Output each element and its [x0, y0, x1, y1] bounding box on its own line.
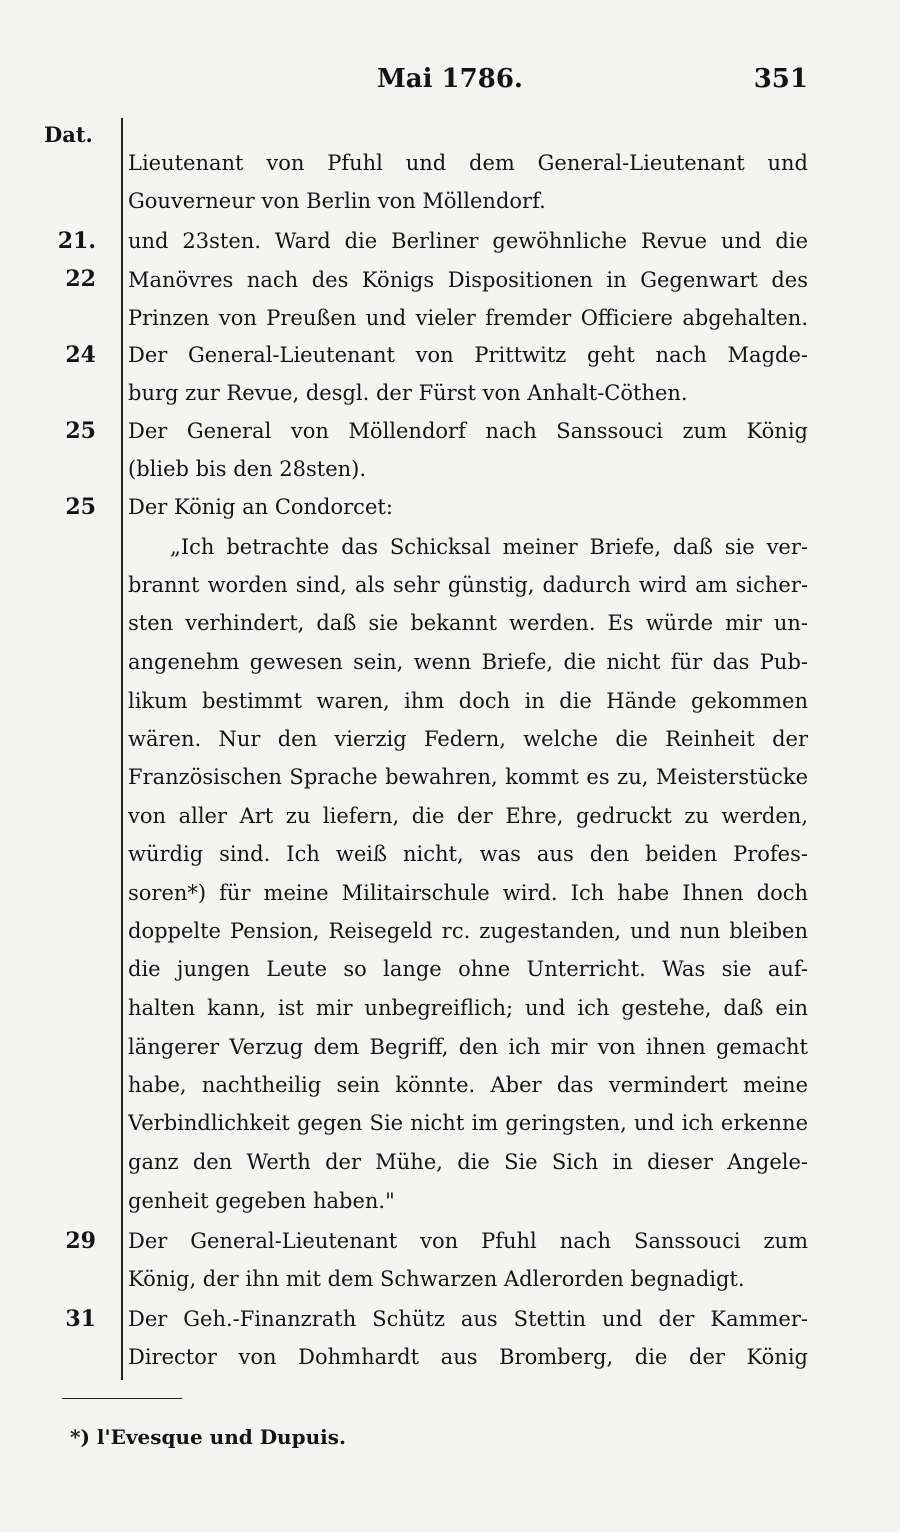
text-line: soren*) für meine Militairschule wird. Ich habe Ihnen doch — [128, 881, 808, 905]
text-line: habe, nachtheilig sein könnte. Aber das vermindert meine — [128, 1073, 808, 1097]
text-line: Der Geh.-Finanzrath Schütz aus Stettin und der Kammer- — [128, 1307, 808, 1331]
text-line: genheit gegeben haben." — [128, 1189, 395, 1213]
text-line: Gouverneur von Berlin von Möllendorf. — [128, 189, 546, 213]
column-divider — [121, 118, 123, 1380]
text-line: Lieutenant von Pfuhl und dem General-Lieutenant und — [128, 151, 808, 175]
text-line: Manövres nach des Königs Dispositionen in Gegenwart des — [128, 268, 808, 292]
text-line: „Ich betrachte das Schicksal meiner Briefe, daß sie ver- — [170, 535, 808, 559]
text-line: angenehm gewesen sein, wenn Briefe, die nicht für das Pub- — [128, 650, 808, 674]
text-line: burg zur Revue, desgl. der Fürst von Anhalt-Cöthen. — [128, 381, 688, 405]
footnote: *) l'Evesque und Dupuis. — [70, 1425, 346, 1449]
text-line: Französischen Sprache bewahren, kommt es zu, Meisterstücke — [128, 765, 808, 789]
text-line: (blieb bis den 28sten). — [128, 457, 367, 481]
text-line: und 23sten. Ward die Berliner gewöhnliche Revue und die — [128, 229, 808, 253]
date-entry: 25 — [65, 494, 96, 520]
text-line: likum bestimmt waren, ihm doch in die Hände gekommen — [128, 689, 808, 713]
text-line: Der König an Condorcet: — [128, 495, 393, 519]
text-line: König, der ihn mit dem Schwarzen Adlerorden begnadigt. — [128, 1267, 745, 1291]
footnote-divider — [62, 1398, 182, 1399]
date-entry: 31 — [65, 1306, 96, 1332]
page-number: 351 — [753, 64, 808, 94]
text-line: Der General von Möllendorf nach Sanssouci zum König — [128, 419, 808, 443]
text-line: Prinzen von Preußen und vieler fremder Officiere abgehalten. — [128, 306, 808, 330]
text-line: halten kann, ist mir unbegreiflich; und ich gestehe, daß ein — [128, 996, 808, 1020]
text-line: längerer Verzug dem Begriff, den ich mir von ihnen gemacht — [128, 1035, 808, 1059]
date-entry: 29 — [65, 1228, 96, 1254]
text-line: von aller Art zu liefern, die der Ehre, gedruckt zu werden, — [128, 804, 808, 828]
text-line: sten verhindert, daß sie bekannt werden. Es würde mir un- — [128, 611, 808, 635]
text-line: Der General-Lieutenant von Prittwitz geht nach Magde- — [128, 343, 808, 367]
text-line: Der General-Lieutenant von Pfuhl nach Sanssouci zum — [128, 1229, 808, 1253]
text-line: würdig sind. Ich weiß nicht, was aus den beiden Profes- — [128, 842, 808, 866]
date-column-label: Dat. — [44, 122, 93, 147]
text-line: brannt worden sind, als sehr günstig, dadurch wird am sicher- — [128, 573, 808, 597]
date-entry: 25 — [65, 418, 96, 444]
text-line: wären. Nur den vierzig Federn, welche die Reinheit der — [128, 727, 808, 751]
text-line: Verbindlichkeit gegen Sie nicht im geringsten, und ich erkenne — [128, 1111, 808, 1135]
text-line: ganz den Werth der Mühe, die Sie Sich in dieser Angele- — [128, 1150, 808, 1174]
date-entry: 21. 22 — [57, 228, 96, 292]
text-line: doppelte Pension, Reisegeld rc. zugestanden, und nun bleiben — [128, 919, 808, 943]
date-entry: 24 — [65, 342, 96, 368]
running-header: Mai 1786. — [377, 64, 523, 94]
text-line: Director von Dohmhardt aus Bromberg, die der König — [128, 1345, 808, 1369]
text-line: die jungen Leute so lange ohne Unterricht. Was sie auf- — [128, 957, 808, 981]
